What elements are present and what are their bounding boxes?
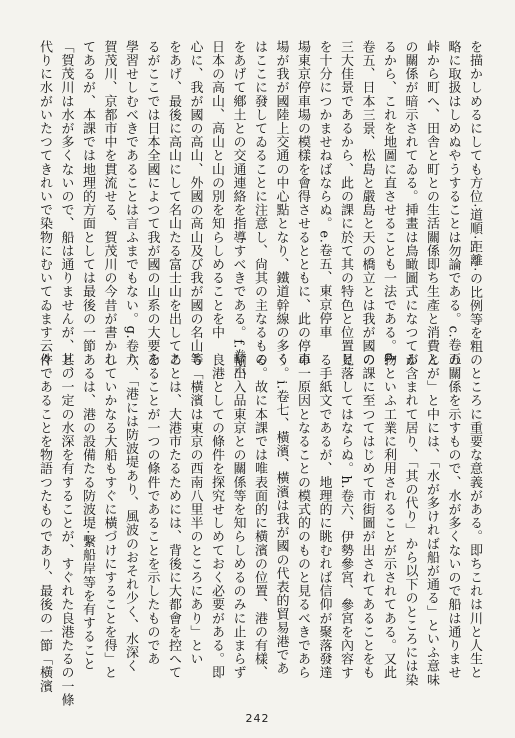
text-line: う。i.卷七、橫濱、橫濱は我が國の代表的貿易港であ — [273, 353, 289, 676]
text-line: 場が我が國陸上交通の中心點となり、鐵道幹線の多く — [273, 40, 289, 367]
text-line: の一原因となることの模式的のものと見るべきであら — [295, 353, 310, 680]
text-line: る手紙文であるが、地理的に眺むれば信仰が聚落發達 — [316, 353, 332, 680]
text-line: 略に取扱はしめぬやうすることは勿論である。c.卷五 — [445, 40, 461, 366]
text-line: 心に、我が國の高山、外國の高山及び我が國の名山等 — [187, 40, 203, 367]
text-line: 三大佳景であるから、此の課に於て其の特色と位置と — [338, 40, 353, 367]
text-line: と、一定の水深を有することが、すぐれた良港たるの一條 — [58, 353, 74, 707]
text-line: 輸出入品東京との關係等を知らしめるのみに止まらず — [230, 353, 246, 680]
text-line: 物といふ工業に利用されることが示されてある。又此 — [381, 353, 396, 680]
text-line: 學習せしむべきであることは言ふまでもない。g.卷六 — [123, 40, 138, 367]
text-line: をあげ、最後に高山にして名山たる富士山を出してあ — [166, 40, 181, 367]
text-line: てあるが、本課では地理的方面としては最後の一節 — [80, 40, 95, 353]
text-line: り、「港には防波堤あり、風波のおそれ少く、水深く — [123, 353, 138, 673]
text-line: 場東京停車場の模樣を會得させるとともに、此の停車 — [295, 40, 310, 367]
text-line: の課に至つてはじめて市街圖が出されてあることをも — [359, 353, 375, 680]
text-line: 日本の高山、高山と山の別を知らしめることを中 — [209, 40, 224, 340]
text-line: 峠から町へ、田舎と町との生活關係即ち生產と消費と — [424, 40, 439, 367]
text-line: ことは、大港市たるためには、背後に大都會を控へて — [166, 353, 181, 680]
text-line: 見落してはならぬ。h.卷六、伊勢參宮、參宮を內容す — [338, 353, 353, 680]
text-line: あるは、港の設備たる防波堤·繫船岸等を有すること — [80, 353, 95, 671]
text-line: はここに發してゐることに注意し、尙其の主なるもの — [252, 40, 267, 367]
text-line: の關係が暗示されてゐる。挿畫は鳥瞰圖式になつてゐ — [402, 40, 418, 367]
text-line: を描かしめるにしても方位·道順·距離·の比例等を粗 — [467, 40, 482, 354]
text-line: の關係を示すもので、水が多くないので船は通りませ — [445, 353, 461, 680]
text-line: が含まれて居り、「其の代り」から以下のところには染 — [402, 353, 418, 687]
text-line: 「賀茂川は水が多くないので、船は通りませんが、其の — [58, 40, 74, 380]
lower-text-block — [37, 353, 485, 713]
text-line: るから、これを地圖に直させることも一法である。d. — [381, 40, 396, 367]
text-line: のところに重要な意義がある。即ちこれは川と人生と — [467, 353, 482, 680]
page-number: 242 — [245, 712, 270, 725]
text-line: る。故に本課では唯表面的に橫濱の位置、港の有樣、 — [252, 353, 267, 680]
upper-text-block — [37, 40, 485, 380]
text-line: るがここでは日本全國によつて我が國の山系の大要を — [144, 40, 160, 367]
text-line: 賀茂川、京都市中を貫流せる、賀茂川の今昔が書かれ — [101, 40, 117, 367]
text-line: していかなる大船もすぐに橫づけにすることを得」と — [101, 353, 117, 680]
text-line: ち「橫濱は東京の西南八里半のところにあり」とい — [187, 353, 203, 666]
text-line: んが」と中には、「水が多ければ船が通る」といふ意味 — [424, 353, 439, 687]
text-line: 件であることを物語つたものであり、最後の一節「橫濱 — [37, 353, 52, 693]
text-line: を十分につかませねばならぬ。e.卷五、東京停車 — [316, 40, 332, 339]
text-line: をあげて鄕土との交通連絡を指導すべきである。f.卷六 — [230, 40, 246, 377]
text-line: 卷五、日本三景、松島と嚴島と天の橋立とは我が國の — [359, 40, 375, 367]
text-line: 良港としての條件を探究せしめておく必要がある。即 — [209, 353, 224, 680]
text-line: 代りに水がいたつてきれいで染物にむいてゐます云々 — [37, 40, 52, 367]
text-line: ゐることが一つの條件であることを示したものであ — [144, 353, 160, 666]
